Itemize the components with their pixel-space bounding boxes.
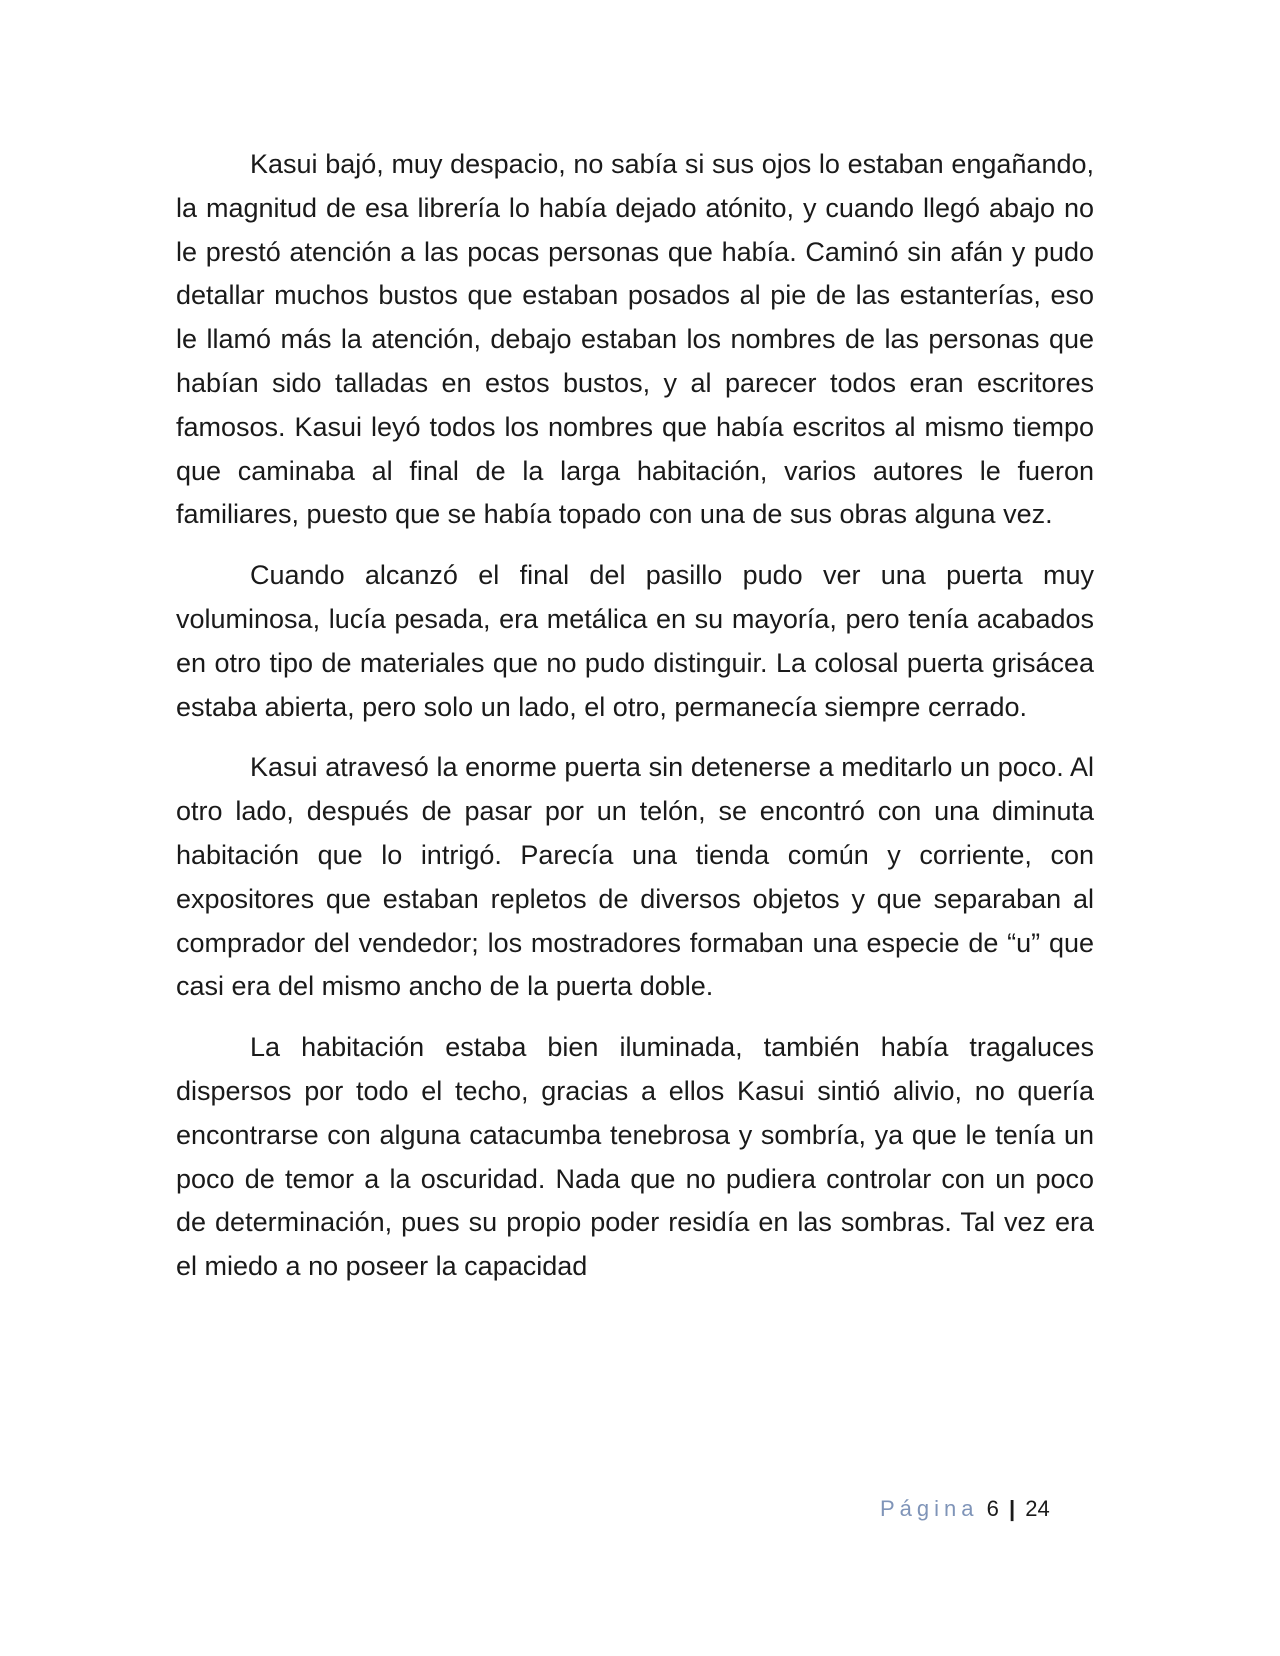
paragraph-4: La habitación estaba bien iluminada, también había tragaluces dispersos por todo el techo, gracias a ellos Kasui sintió alivio, no quería encontrarse con alguna catacumba tenebrosa y sombría, ya que le tenía un poco de temor a la oscuridad. Nada que no pudiera controlar con un poco de determinación, pues su propio poder residía en las sombras. Tal vez era el miedo a no poseer la capacidad xyxy=(176,1032,1094,1282)
page-separator: | xyxy=(1009,1496,1016,1521)
paragraph-1: Kasui bajó, muy despacio, no sabía si sus ojos lo estaban engañando, la magnitud de esa librería lo había dejado atónito, y cuando llegó abajo no le prestó atención a las pocas personas que había. Caminó sin afán y pudo detallar muchos bustos que estaban posados al pie de las estanterías, eso le llamó más la atención, debajo estaban los nombres de las personas que habían sido talladas en estos bustos, y al parecer todos eran escritores famosos. Kasui leyó todos los nombres que había escritos al mismo tiempo que caminaba al final de la larga habitación, varios autores le fueron familiares, puesto que se había topado con una de sus obras alguna vez. xyxy=(176,149,1094,530)
paragraph-3: Kasui atravesó la enorme puerta sin detenerse a meditarlo un poco. Al otro lado, después de pasar por un telón, se encontró con una diminuta habitación que lo intrigó. Parecía una tienda común y corriente, con expositores que estaban repletos de diversos objetos y que separaban al comprador del vendedor; los mostradores formaban una especie de “u” que casi era del mismo ancho de la puerta doble. xyxy=(176,752,1094,1002)
paragraph-2: Cuando alcanzó el final del pasillo pudo ver una puerta muy voluminosa, lucía pesada, era metálica en su mayoría, pero tenía acabados en otro tipo de materiales que no pudo distinguir. La colosal puerta grisácea estaba abierta, pero solo un lado, el otro, permanecía siempre cerrado. xyxy=(176,560,1094,722)
page-label: Página xyxy=(880,1496,979,1521)
body-text xyxy=(176,143,1094,1306)
total-pages: 24 xyxy=(1025,1496,1050,1521)
current-page-number: 6 xyxy=(986,1496,999,1521)
page-footer xyxy=(880,1496,1050,1522)
